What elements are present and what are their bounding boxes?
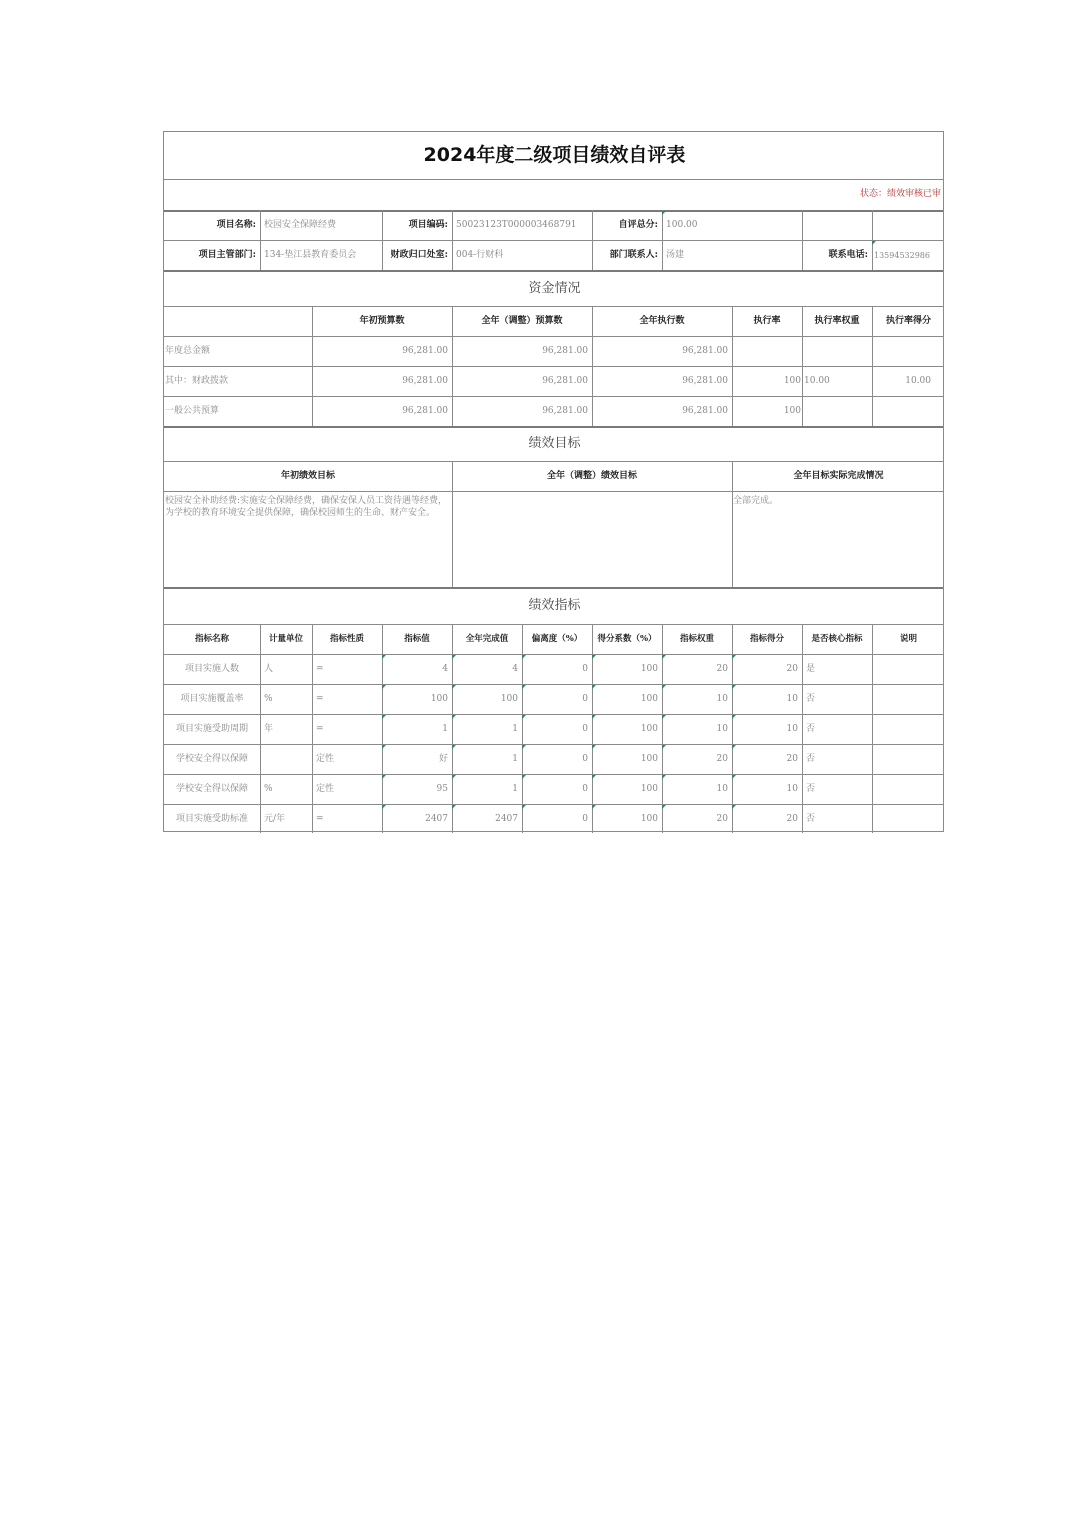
finance-label: 财政归口处室: [390,249,448,260]
funds-cell [802,336,872,366]
goals-header: 全年（调整）绩效目标 [546,470,637,481]
indicator-cell-value: 好 [438,753,448,764]
dept-value: 134-垫江县教育委员会 [264,249,357,260]
funds-cell: 96,281.00 [682,345,728,356]
cell-marker-icon [732,775,736,779]
contact-value: 汤建 [666,249,685,260]
indicator-cell-nature: 定性 [316,753,335,764]
cell-marker-icon [382,745,386,749]
indicator-cell-unit [260,744,312,774]
goal-initial-text: 校园安全补助经费:实施安全保障经费，确保安保人员工资待遇等经费，为学校的教育环境安全提供保障，确保校园师生的生命、财产安全。 [165,496,448,518]
indicator-cell-nature: = [316,663,324,674]
cell-marker-icon [592,715,596,719]
indicator-cell-dev: 0 [582,663,588,674]
funds-row-label: 一般公共预算 [165,405,220,416]
indicator-cell-name: 项目实施人数 [184,663,239,674]
indicator-cell-value: 95 [436,783,448,794]
indicator-cell-nature: 定性 [316,783,335,794]
indicator-cell-weight: 10 [716,723,728,734]
indicator-cell-coef: 100 [640,783,658,794]
indicator-cell-core: 否 [806,813,816,824]
indicator-cell-core: 否 [806,783,816,794]
indicator-cell-coef: 100 [640,813,658,824]
dept-label: 项目主管部门: [198,249,256,260]
cell-marker-icon [872,241,876,245]
funds-cell: 96,281.00 [542,405,588,416]
indicator-cell-nature: = [316,813,324,824]
indicator-header: 说明 [899,633,917,644]
funds-header: 全年执行数 [639,315,685,326]
funds-header: 执行率得分 [885,315,931,326]
goals-header: 全年目标实际完成情况 [793,470,884,481]
funds-cell: 96,281.00 [682,405,728,416]
indicator-cell-core: 否 [806,693,816,704]
indicator-cell-unit: 元/年 [264,813,286,824]
indicator-header: 指标得分 [749,633,784,644]
cell-marker-icon [592,775,596,779]
cell-marker-icon [662,685,666,689]
cell-marker-icon [732,715,736,719]
goals-section-title: 绩效目标 [528,436,581,451]
cell-marker-icon [522,655,526,659]
indicator-cell-dev: 0 [582,813,588,824]
cell-marker-icon [732,805,736,809]
indicator-cell-value: 1 [442,723,448,734]
indicator-cell-core: 否 [806,753,816,764]
indicator-cell-note [872,654,945,684]
funds-cell: 96,281.00 [402,405,448,416]
indicator-cell-name: 项目实施受助标准 [175,813,248,824]
funds-cell: 100 [783,405,801,416]
cell-marker-icon [732,685,736,689]
cell-marker-icon [452,685,456,689]
indicator-cell-done: 1 [512,723,518,734]
funds-row-label: 年度总金额 [165,345,211,356]
indicator-header: 指标值 [404,633,430,644]
project-name-value: 校园安全保障经费 [264,219,337,230]
indicator-cell-score: 10 [786,783,798,794]
indicator-cell-score: 20 [786,753,798,764]
indicator-cell-dev: 0 [582,753,588,764]
indicator-header: 得分系数（%） [597,633,657,644]
funds-cell: 100 [783,375,801,386]
cell-marker-icon [522,685,526,689]
funds-section-title: 资金情况 [528,280,581,296]
indicator-header: 是否核心指标 [811,633,863,644]
funds-cell [872,396,945,426]
indicator-cell-done: 100 [500,693,518,704]
indicator-cell-dev: 0 [582,693,588,704]
funds-header: 执行率权重 [814,315,860,326]
indicator-cell-done: 2407 [495,813,518,824]
project-code-value: 50023123T000003468791 [456,219,577,230]
cell-marker-icon [662,775,666,779]
cell-marker-icon [452,655,456,659]
indicator-cell-name: 学校安全得以保障 [175,753,248,764]
funds-row-label: 其中：财政拨款 [165,375,229,386]
self-score-value: 100.00 [666,219,698,230]
indicator-cell-unit: 人 [264,663,274,674]
indicator-header: 指标名称 [194,633,229,644]
indicator-cell-note [872,774,945,804]
indicator-header: 指标性质 [329,633,364,644]
indicator-cell-value: 4 [442,663,448,674]
indicator-cell-name: 学校安全得以保障 [175,783,248,794]
indicator-cell-weight: 10 [716,693,728,704]
indicator-cell-note [872,714,945,744]
indicator-header: 全年完成值 [465,633,509,644]
indicator-cell-done: 4 [512,663,518,674]
project-name-label: 项目名称: [216,219,256,230]
indicator-cell-score: 10 [786,723,798,734]
phone-label: 联系电话: [828,249,868,260]
goal-actual-text: 全部完成。 [733,496,779,506]
cell-marker-icon [452,805,456,809]
cell-marker-icon [522,715,526,719]
indicator-cell-name: 项目实施覆盖率 [180,693,244,704]
goal-adjusted-text [452,491,732,587]
indicator-cell-unit: % [264,783,273,794]
cell-marker-icon [452,775,456,779]
cell-marker-icon [382,715,386,719]
indicator-header: 偏离度（%） [531,633,583,644]
funds-cell: 10.00 [905,375,931,386]
funds-cell: 10.00 [804,375,830,386]
form-title: 2024年度二级项目绩效自评表 [423,144,686,166]
cell-marker-icon [732,745,736,749]
evaluation-sheet [163,131,944,832]
cell-marker-icon [382,685,386,689]
funds-cell: 96,281.00 [402,345,448,356]
indicator-header: 计量单位 [268,633,303,644]
indicator-cell-score: 10 [786,693,798,704]
indicator-cell-coef: 100 [640,663,658,674]
indicator-cell-nature: = [316,723,324,734]
cell-marker-icon [592,655,596,659]
goals-header: 年初绩效目标 [280,470,335,481]
indicator-cell-weight: 20 [716,813,728,824]
cell-marker-icon [522,745,526,749]
cell-marker-icon [382,775,386,779]
indicator-cell-done: 1 [512,753,518,764]
cell-marker-icon [522,775,526,779]
funds-header: 年初预算数 [359,315,405,326]
funds-cell [802,396,872,426]
project-code-label: 项目编码: [408,219,448,230]
cell-marker-icon [662,715,666,719]
indicator-cell-weight: 10 [716,783,728,794]
indicator-cell-coef: 100 [640,693,658,704]
indicator-cell-note [872,804,945,834]
cell-marker-icon [732,655,736,659]
indicator-cell-note [872,684,945,714]
indicator-cell-done: 1 [512,783,518,794]
funds-cell: 96,281.00 [542,375,588,386]
indicator-cell-score: 20 [786,663,798,674]
funds-cell [872,336,945,366]
cell-marker-icon [592,745,596,749]
indicator-cell-core: 是 [806,663,816,674]
cell-marker-icon [592,685,596,689]
finance-value: 004-行财科 [456,249,504,260]
indicator-cell-core: 否 [806,723,816,734]
funds-cell: 96,281.00 [682,375,728,386]
cell-marker-icon [382,655,386,659]
indicators-section-title: 绩效指标 [528,598,581,613]
funds-cell [732,336,802,366]
cell-marker-icon [662,805,666,809]
indicator-cell-note [872,744,945,774]
cell-marker-icon [452,745,456,749]
funds-cell: 96,281.00 [542,345,588,356]
indicator-cell-weight: 20 [716,663,728,674]
status-text: 状态：绩效审核已审 [859,189,941,199]
indicator-cell-coef: 100 [640,723,658,734]
funds-header: 执行率 [753,315,781,326]
cell-marker-icon [592,805,596,809]
indicator-cell-unit: % [264,693,273,704]
cell-marker-icon [662,211,666,215]
indicator-cell-value: 2407 [425,813,448,824]
funds-cell: 96,281.00 [402,375,448,386]
cell-marker-icon [382,805,386,809]
self-score-label: 自评总分: [618,219,658,230]
indicator-cell-unit: 年 [264,723,274,734]
indicator-cell-nature: = [316,693,324,704]
indicator-cell-name: 项目实施受助周期 [175,723,248,734]
indicator-cell-dev: 0 [582,783,588,794]
cell-marker-icon [522,805,526,809]
indicator-cell-dev: 0 [582,723,588,734]
phone-value: 13594532986 [874,250,930,260]
cell-marker-icon [662,655,666,659]
cell-marker-icon [662,745,666,749]
indicator-cell-score: 20 [786,813,798,824]
contact-label: 部门联系人: [609,249,658,260]
funds-header: 全年（调整）预算数 [481,315,563,326]
cell-marker-icon [452,715,456,719]
indicator-cell-coef: 100 [640,753,658,764]
indicator-cell-weight: 20 [716,753,728,764]
indicator-header: 指标权重 [679,633,714,644]
indicator-cell-value: 100 [430,693,448,704]
